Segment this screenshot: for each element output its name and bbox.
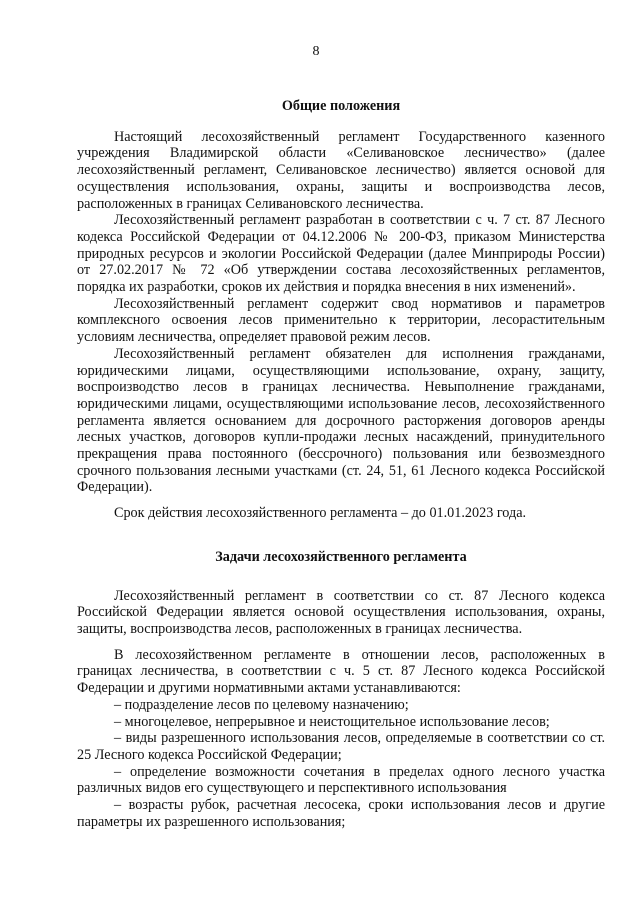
paragraph: Настоящий лесохозяйственный регламент Государственного казенного учреждения Владимирской области «Селивановское лесничество» (далее лесохозяйственный регламент, Селивановское лесничество) является основой для осуществления использования, охраны, защиты и воспроизводства лесов, расположенных в границах Селивановского лесничества. xyxy=(77,128,605,212)
list-item: – подразделение лесов по целевому назначению; xyxy=(114,696,409,713)
paragraph: Лесохозяйственный регламент обязателен для исполнения гражданами, юридическими лицами, осуществляющими использование, охрану, защиту, воспроизводство лесов в границах лесничества. Невыполнение гражданами, юридическими лицами, осуществляющими использование лесов, лесохозяйственного регламента является основанием для досрочного расторжения договоров аренды лесных участков, договоров купли-продажи лесных насаждений, принудительного прекращения права постоянного (бессрочного) пользования или безвозмездного срочного пользования лесными участками (ст. 24, 51, 61 Лесного кодекса Российской Федерации). xyxy=(77,345,605,496)
paragraph: Срок действия лесохозяйственного регламента – до 01.01.2023 года. xyxy=(114,505,527,522)
paragraph: Лесохозяйственный регламент содержит свод нормативов и параметров комплексного освоения лесов применительно к территории, лесорастительным условиям лесничества, определяет правовой режим лесов. xyxy=(77,295,605,346)
section-title-general: Общие положения xyxy=(281,98,401,114)
page-number: 8 xyxy=(312,44,320,59)
list-item: – виды разрешенного использования лесов, определяемые в соответствии со ст. 25 Лесного кодекса Российской Федерации; xyxy=(77,730,605,763)
list-item: – многоцелевое, непрерывное и неистощительное использование лесов; xyxy=(114,713,550,730)
paragraph: Лесохозяйственный регламент разработан в соответствии с ч. 7 ст. 87 Лесного кодекса Российской Федерации от 04.12.2006 № 200-ФЗ, приказом Министерства природных ресурсов и экологии Российской Федерации (далее Минприроды России) от 27.02.2017 № 72 «Об утверждении состава лесохозяйственных регламентов, порядка их разработки, сроков их действия и порядка внесения в них изменений». xyxy=(77,212,605,296)
section-title-tasks: Задачи лесохозяйственного регламента xyxy=(215,548,467,565)
list-item: – возрасты рубок, расчетная лесосека, сроки использования лесов и другие параметры их разрешенного использования; xyxy=(77,797,605,830)
paragraph: Лесохозяйственный регламент в соответствии со ст. 87 Лесного кодекса Российской Федерации является основой осуществления использования, охраны, защиты, воспроизводства лесов, расположенных в границах лесничества. xyxy=(77,587,605,637)
document-body xyxy=(77,98,605,830)
list-item: – определение возможности сочетания в пределах одного лесного участка различных видов его существующего и перспективного использования xyxy=(77,763,605,797)
paragraph: В лесохозяйственном регламенте в отношении лесов, расположенных в границах лесничества, в соответствии с ч. 5 ст. 87 Лесного кодекса Российской Федерации и другими нормативными актами устанавливаются: xyxy=(77,646,605,697)
